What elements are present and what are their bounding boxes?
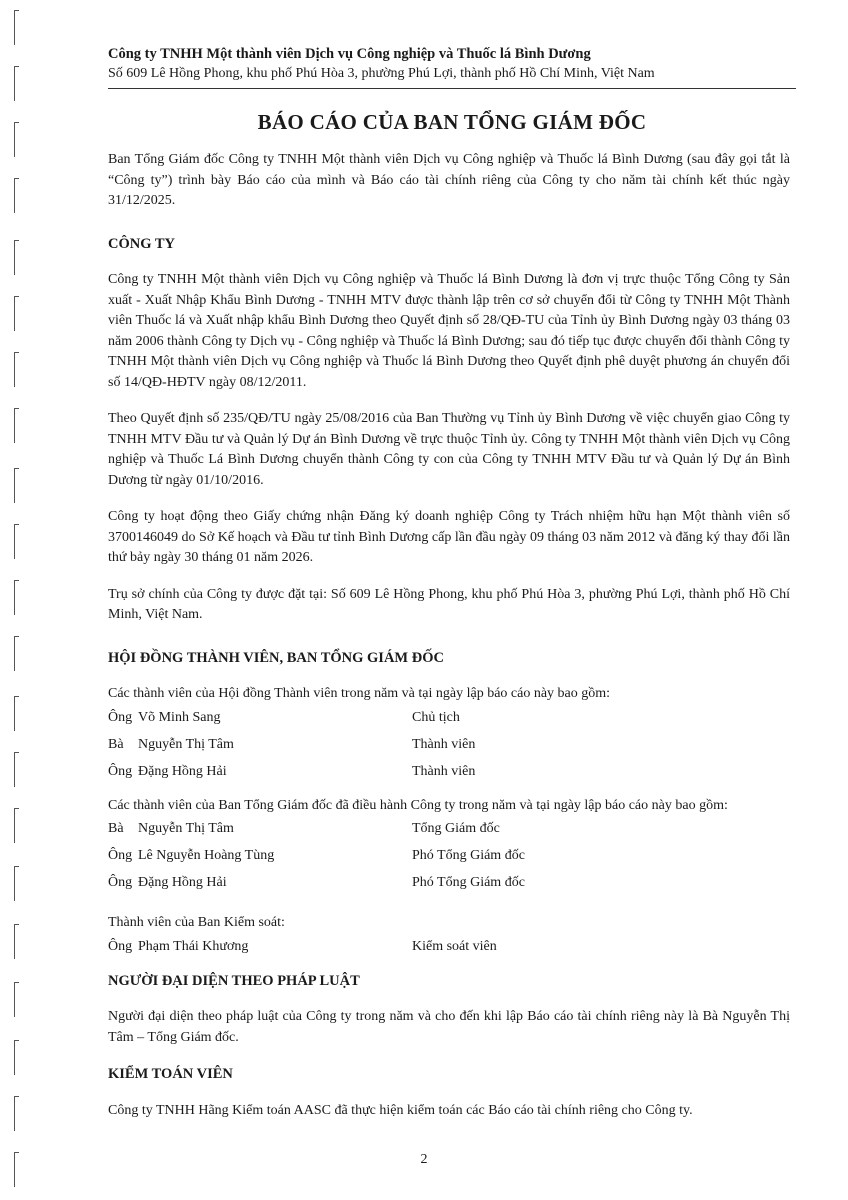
legal-representative-paragraph: Người đại diện theo pháp luật của Công ty trong năm và cho đến khi lập Báo cáo tài chính riêng này là Bà Nguyễn Thị Tâm – Tổng Giám đốc. [108,1009,790,1045]
member-row [108,934,790,961]
management-members-list [108,816,790,897]
company-paragraph: Công ty TNHH Một thành viên Dịch vụ Công nghiệp và Thuốc lá Bình Dương là đơn vị trực thuộc Tổng Công ty Sản xuất - Xuất Nhập Khẩu Bình Dương - TNHH MTV được thành lập trên cơ sở chuyển đổi từ Công ty TNHH Một Thành viên Thuốc lá và Xuất nhập khẩu Bình Dương theo Quyết định số 28/QĐ-TU của Tỉnh ủy Bình Dương ngày 03 tháng 03 năm 2006 thành Công ty Dịch vụ - Công nghiệp và Thuốc lá Bình Dương; sau đó tiếp tục được chuyển đổi thành Công ty TNHH Một thành viên Dịch vụ Công nghiệp và Thuốc lá Bình Dương theo Quyết định phê duyệt phương án chuyển đổi số 14/QĐ-HĐTV ngày 08/12/2011. [108,272,790,390]
member-name: Đặng Hồng Hải [138,763,227,779]
member-role: Thành viên [412,763,476,779]
member-honorific: Ông [108,709,133,725]
member-name: Nguyễn Thị Tâm [138,821,234,837]
document-title: BÁO CÁO CỦA BAN TỔNG GIÁM ĐỐC [257,110,647,134]
intro-paragraph: Ban Tổng Giám đốc Công ty TNHH Một thành viên Dịch vụ Công nghiệp và Thuốc lá Bình Dương (sau đây gọi tắt là “Công ty”) trình bày Báo cáo của mình và Báo cáo tài chính riêng của Công ty cho năm tài chính kết thúc ngày 31/12/2025. [108,152,790,208]
company-paragraph: Công ty hoạt động theo Giấy chứng nhận Đăng ký doanh nghiệp Công ty Trách nhiệm hữu hạn Một thành viên số 3700146049 do Sở Kế hoạch và Đầu tư tỉnh Bình Dương cấp lần đầu ngày 09 tháng 03 năm 2012 và đăng ký thay đổi lần thứ bảy ngày 30 tháng 01 năm 2026. [108,509,790,565]
report-body [108,150,790,1121]
member-row [108,732,790,759]
section-heading-auditor: KIỂM TOÁN VIÊN [108,1066,233,1082]
member-honorific: Ông [108,848,133,864]
supervisory-members-list [108,934,790,961]
member-role: Phó Tổng Giám đốc [412,875,525,891]
section-heading-company: CÔNG TY [108,235,176,252]
member-name: Lê Nguyễn Hoàng Tùng [138,848,275,864]
section-heading-board: HỘI ĐỒNG THÀNH VIÊN, BAN TỔNG GIÁM ĐỐC [108,649,444,666]
header-divider [108,88,796,89]
member-honorific: Ông [108,763,133,779]
member-role: Chủ tịch [412,709,460,725]
binding-marks [8,0,26,1200]
company-name: Công ty TNHH Một thành viên Dịch vụ Công nghiệp và Thuốc lá Bình Dương [108,46,591,62]
member-role: Kiểm soát viên [412,938,497,954]
member-honorific: Ông [108,938,133,954]
member-row [108,705,790,732]
member-role: Tổng Giám đốc [412,821,500,837]
member-honorific: Bà [108,736,124,752]
member-name: Đặng Hồng Hải [138,875,227,891]
member-honorific: Bà [108,821,124,837]
company-paragraph: Theo Quyết định số 235/QĐ/TU ngày 25/08/2016 của Ban Thường vụ Tỉnh ủy Bình Dương về việc chuyển giao Công ty TNHH MTV Đầu tư và Quản lý Dự án Bình Dương về trực thuộc Tỉnh ủy. Công ty TNHH Một thành viên Dịch vụ Công nghiệp và Thuốc Lá Bình Dương chuyển thành Công ty con của Công ty TNHH MTV Đầu tư và Quản lý Dự án Bình Dương từ ngày 01/10/2016. [108,411,790,488]
member-name: Võ Minh Sang [138,709,221,725]
member-row [108,759,790,786]
member-name: Phạm Thái Khương [138,938,249,954]
page-number: 2 [420,1152,428,1167]
member-row [108,816,790,843]
company-address: Số 609 Lê Hồng Phong, khu phố Phú Hòa 3, phường Phú Lợi, thành phố Hồ Chí Minh, Việt Nam [108,66,655,81]
supervisory-intro: Thành viên của Ban Kiểm soát: [108,915,285,930]
page-header [108,44,796,84]
member-row [108,870,790,897]
management-intro: Các thành viên của Ban Tổng Giám đốc đã điều hành Công ty trong năm và tại ngày lập báo cáo này bao gồm: [108,797,728,813]
member-name: Nguyễn Thị Tâm [138,736,234,752]
council-members-list [108,705,790,786]
council-intro: Các thành viên của Hội đồng Thành viên trong năm và tại ngày lập báo cáo này bao gồm: [108,686,611,701]
auditor-paragraph: Công ty TNHH Hãng Kiểm toán AASC đã thực hiện kiểm toán các Báo cáo tài chính riêng cho Công ty. [108,1102,693,1118]
member-role: Thành viên [412,736,476,752]
section-heading-legal-representative: NGƯỜI ĐẠI DIỆN THEO PHÁP LUẬT [108,972,360,989]
member-honorific: Ông [108,875,133,891]
company-paragraph: Trụ sở chính của Công ty được đặt tại: Số 609 Lê Hồng Phong, khu phố Phú Hòa 3, phường Phú Lợi, thành phố Hồ Chí Minh, Việt Nam. [108,586,790,622]
member-role: Phó Tổng Giám đốc [412,848,525,864]
member-row [108,843,790,870]
